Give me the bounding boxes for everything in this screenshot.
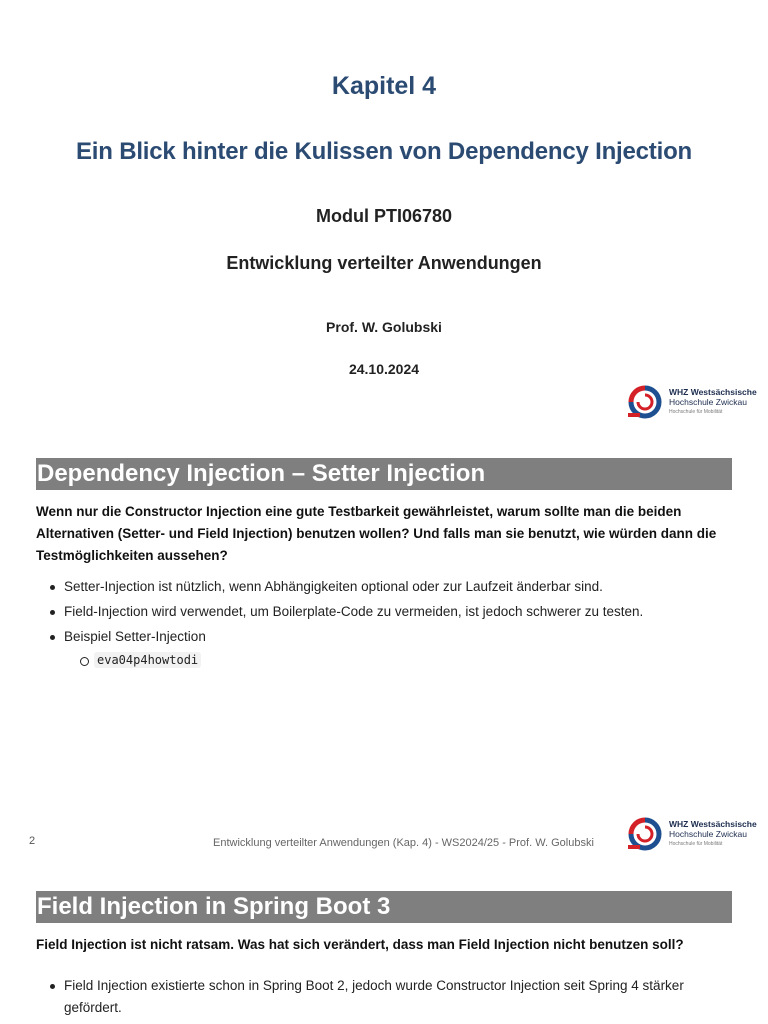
footer-text: Entwicklung verteilter Anwendungen (Kap. 4) - WS2024/25 - Prof. W. Golubski: [213, 837, 594, 849]
course-name: Entwicklung verteilter Anwendungen: [226, 253, 542, 273]
whz-logo-icon: [627, 816, 663, 852]
list-item: [36, 626, 732, 671]
lecture-date: 24.10.2024: [348, 361, 420, 377]
logo-text: [669, 387, 757, 417]
author-name: Prof. W. Golubski: [326, 319, 442, 335]
logo-line-2: Hochschule Zwickau: [669, 397, 747, 407]
list-item-label: Beispiel Setter-Injection: [64, 629, 206, 644]
whz-logo: [627, 384, 757, 420]
logo-line-1: WHZ Westsächsische: [669, 387, 757, 397]
section-header-setter-injection: Dependency Injection – Setter Injection: [36, 458, 732, 490]
bullet-list: [36, 576, 732, 674]
bullet-list: [36, 975, 732, 1022]
module-code: Modul PTI06780: [315, 206, 453, 226]
question-text: Field Injection ist nicht ratsam. Was hat sich verändert, dass man Field Injection nicht benutzen soll?: [36, 937, 684, 952]
logo-line-3: Hochschule für Mobilität: [669, 409, 723, 415]
list-item: Setter-Injection ist nützlich, wenn Abhängigkeiten optional oder zur Laufzeit änderbar sind.: [36, 576, 732, 598]
logo-text: [669, 819, 757, 849]
whz-logo-icon: [627, 384, 663, 420]
title-slide: [0, 0, 768, 430]
logo-line-3: Hochschule für Mobilität: [669, 841, 723, 847]
list-item: Field Injection existierte schon in Spring Boot 2, jedoch wurde Constructor Injection seit Spring 4 stärker gefördert.: [36, 975, 732, 1019]
whz-logo-footer: [627, 816, 757, 852]
section-header-field-injection: Field Injection in Spring Boot 3: [36, 891, 732, 923]
question-text: Wenn nur die Constructor Injection eine gute Testbarkeit gewährleistet, warum sollte man die beiden Alternativen (Setter- und Field Injection) benutzen wollen? Und falls man sie benutzt, wie würden dann die Testmöglichkeiten aussehen?: [36, 504, 717, 563]
logo-line-1: WHZ Westsächsische: [669, 819, 757, 829]
project-code: eva04p4howtodi: [94, 652, 201, 668]
slide-subtitle: Ein Blick hinter die Kulissen von Dependency Injection: [75, 138, 692, 165]
logo-line-2: Hochschule Zwickau: [669, 829, 747, 839]
chapter-title: Kapitel 4: [331, 72, 437, 100]
list-item: Field-Injection wird verwendet, um Boilerplate-Code zu vermeiden, ist jedoch schwerer zu testen.: [36, 601, 732, 623]
sub-bullet-list: [64, 649, 732, 671]
sub-list-item: [64, 649, 732, 671]
page-number: 2: [29, 835, 36, 847]
